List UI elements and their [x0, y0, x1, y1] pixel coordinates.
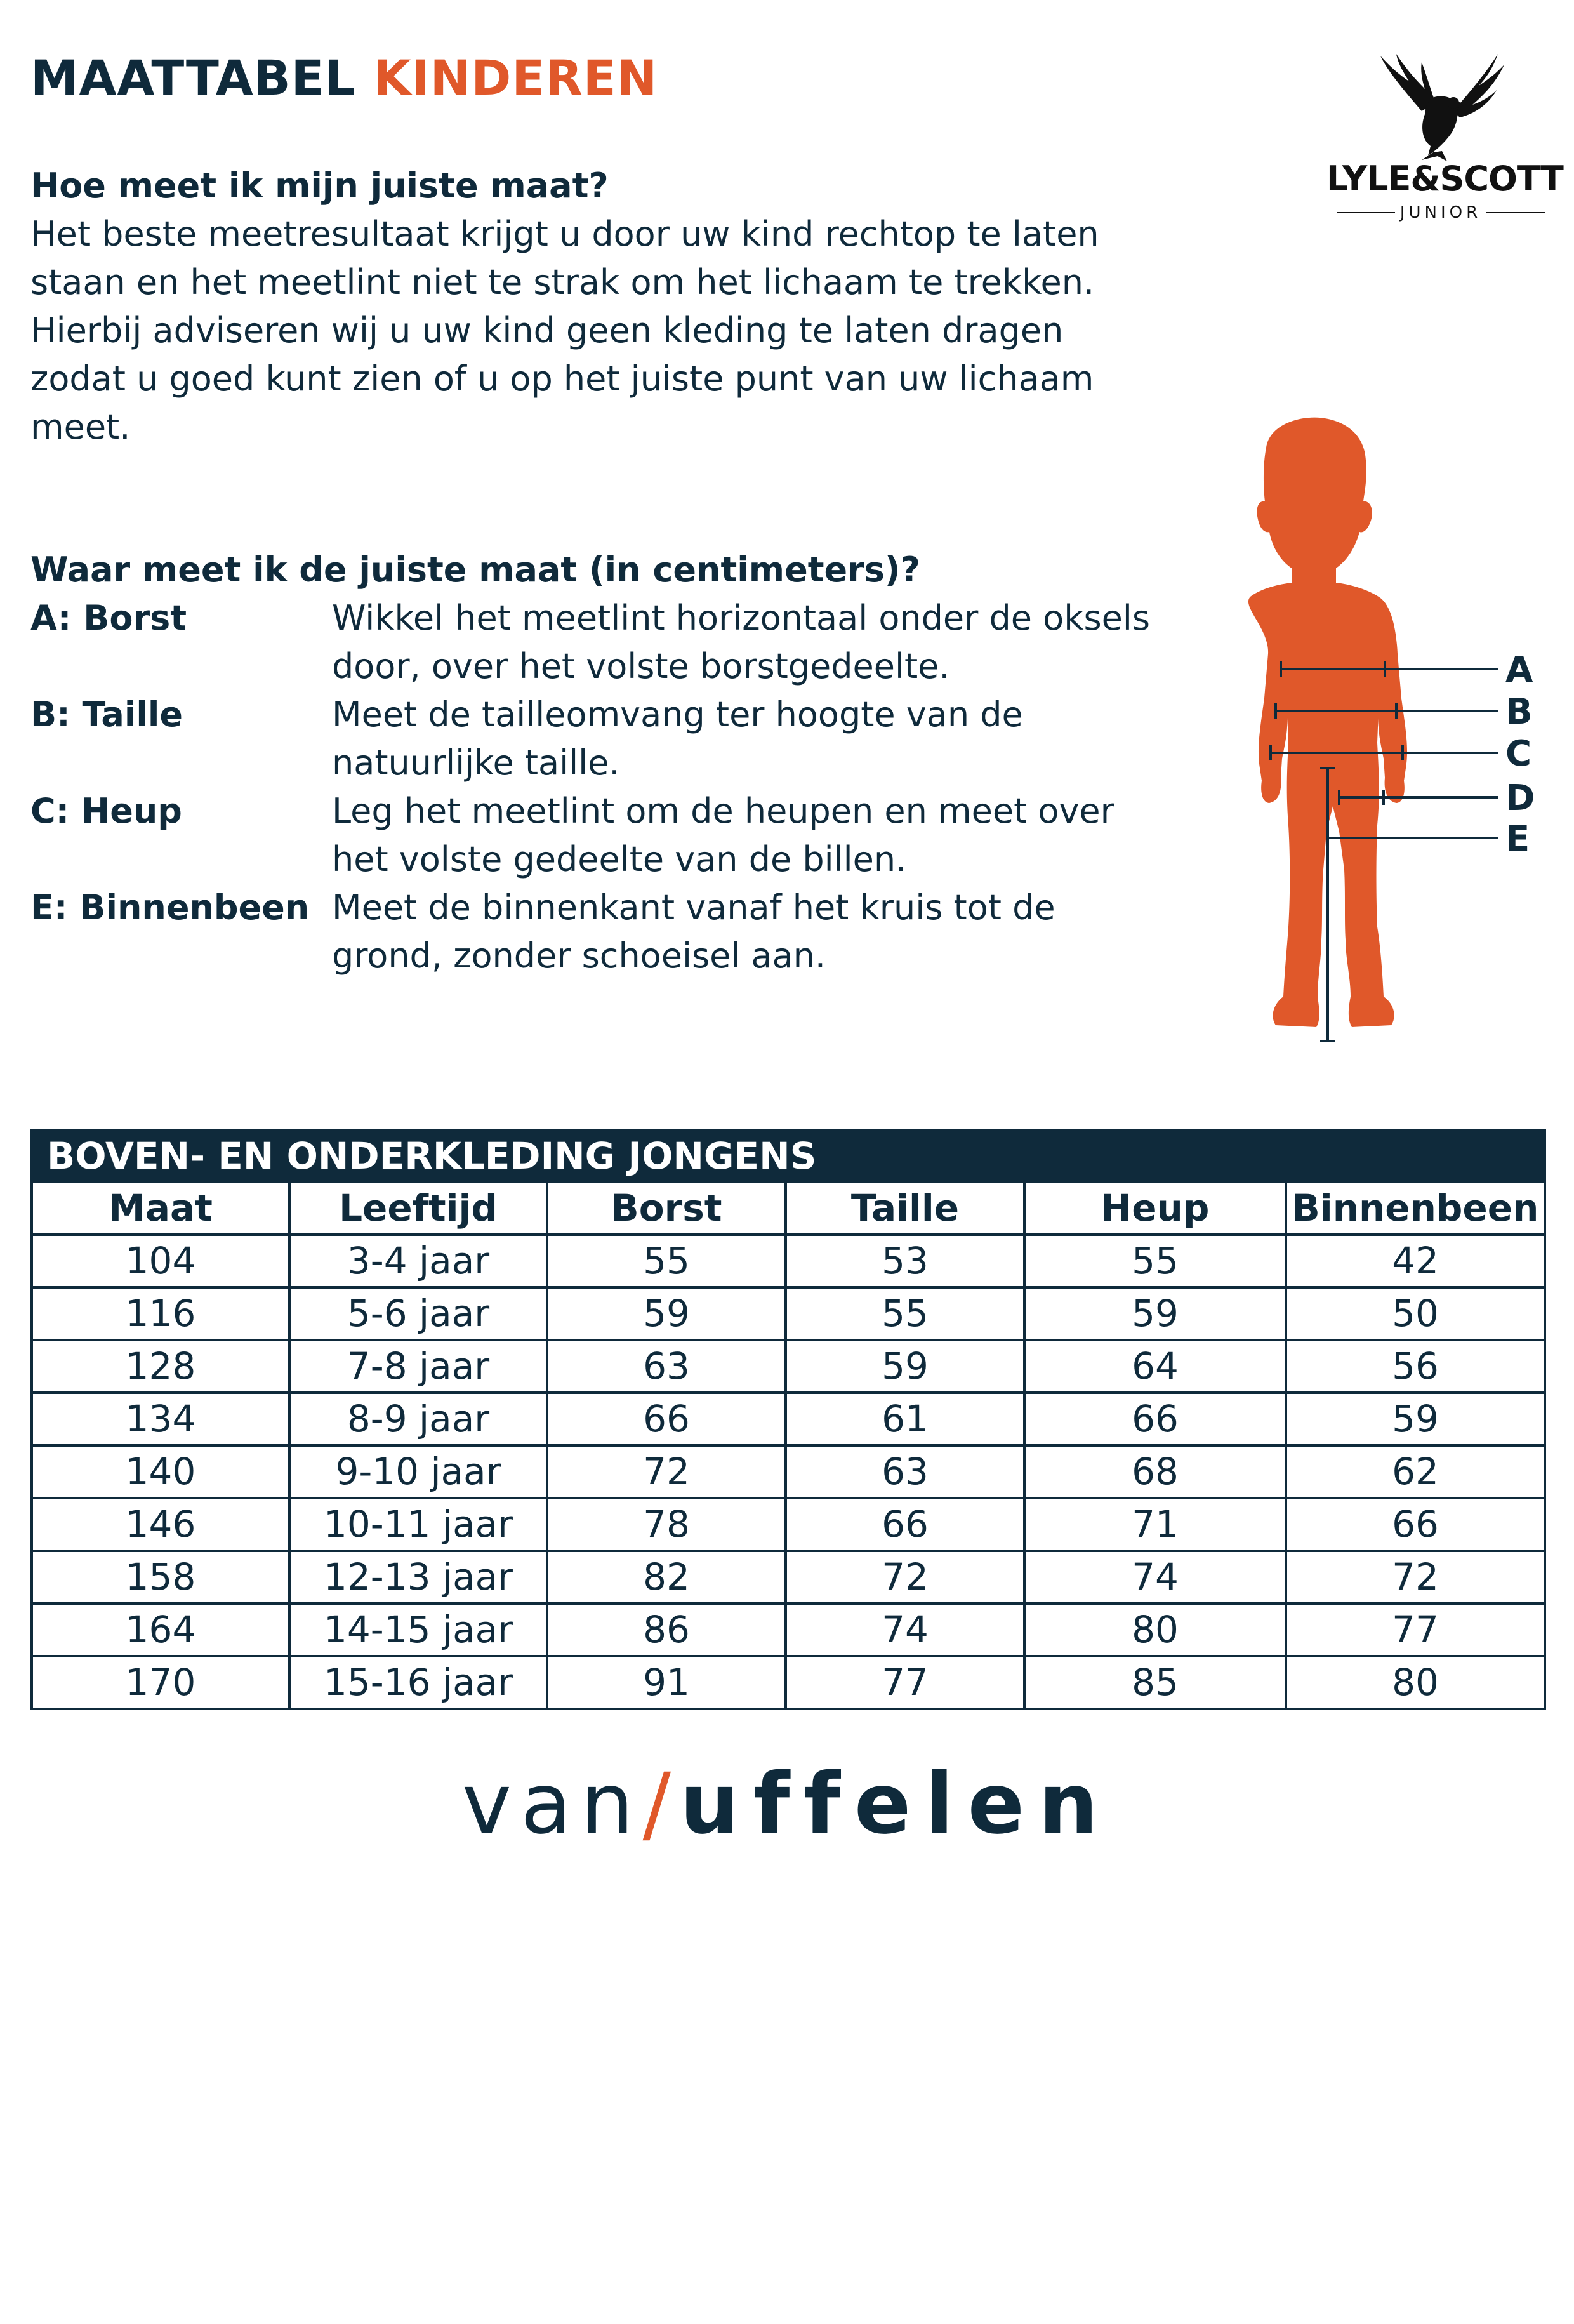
- title-part2: KINDEREN: [373, 50, 658, 106]
- table-row: [32, 1235, 1545, 1287]
- table-cell: 72: [786, 1551, 1024, 1604]
- measure-key: B: Taille: [30, 694, 183, 734]
- measure-item-binnenbeen: [30, 884, 1160, 980]
- column-header: Heup: [1024, 1182, 1286, 1235]
- table-cell: 50: [1286, 1287, 1545, 1340]
- figure-label-b: B: [1505, 691, 1533, 733]
- table-cell: 56: [1286, 1340, 1545, 1393]
- table-row: [32, 1445, 1545, 1498]
- table-cell: 61: [786, 1393, 1024, 1445]
- table-header-row: [32, 1182, 1545, 1235]
- table-cell: 9-10 jaar: [289, 1445, 547, 1498]
- table-row: [32, 1287, 1545, 1340]
- table-cell: 72: [547, 1445, 786, 1498]
- table-cell: 71: [1024, 1498, 1286, 1551]
- table-cell: 116: [32, 1287, 289, 1340]
- table-cell: 55: [547, 1235, 786, 1287]
- column-header: Taille: [786, 1182, 1024, 1235]
- table-cell: 82: [547, 1551, 786, 1604]
- table-cell: 128: [32, 1340, 289, 1393]
- table-cell: 72: [1286, 1551, 1545, 1604]
- measure-desc: Meet de binnenkant vanaf het kruis tot de grond, zonder schoeisel aan.: [332, 887, 1055, 976]
- measure-desc: Meet de tailleomvang ter hoogte van de natuurlijke taille.: [332, 694, 1023, 783]
- table-row: [32, 1656, 1545, 1709]
- table-cell: 78: [547, 1498, 786, 1551]
- intro-para-1: Het beste meetresultaat krijgt u door uw kind rechtop te laten staan en het meetlint niet te strak om het lichaam te trekken.: [30, 214, 1099, 302]
- table-cell: 59: [547, 1287, 786, 1340]
- child-figure: [1161, 413, 1555, 1079]
- measure-item-heup: [30, 787, 1160, 884]
- size-table: [30, 1129, 1546, 1710]
- column-header: Leeftijd: [289, 1182, 547, 1235]
- table-cell: 170: [32, 1656, 289, 1709]
- table-cell: 59: [1286, 1393, 1545, 1445]
- table-cell: 146: [32, 1498, 289, 1551]
- table-cell: 3-4 jaar: [289, 1235, 547, 1287]
- van-uffelen-logo: [0, 1755, 1574, 1853]
- table-cell: 63: [786, 1445, 1024, 1498]
- measure-section: [30, 546, 1160, 980]
- table-cell: 85: [1024, 1656, 1286, 1709]
- measure-desc: Wikkel het meetlint horizontaal onder de oksels door, over het volste borstgedeelte.: [332, 598, 1150, 686]
- table-cell: 77: [786, 1656, 1024, 1709]
- table-row: [32, 1340, 1545, 1393]
- table-cell: 5-6 jaar: [289, 1287, 547, 1340]
- table-cell: 91: [547, 1656, 786, 1709]
- table-cell: 55: [1024, 1235, 1286, 1287]
- measure-item-taille: [30, 691, 1160, 787]
- child-silhouette-icon: [1161, 413, 1555, 1079]
- table-cell: 158: [32, 1551, 289, 1604]
- table-cell: 68: [1024, 1445, 1286, 1498]
- table-cell: 104: [32, 1235, 289, 1287]
- table-cell: 66: [1024, 1393, 1286, 1445]
- table-cell: 12-13 jaar: [289, 1551, 547, 1604]
- table-cell: 66: [547, 1393, 786, 1445]
- table-cell: 64: [1024, 1340, 1286, 1393]
- measure-heading: Waar meet ik de juiste maat (in centimeters)?: [30, 550, 920, 590]
- table-cell: 86: [547, 1604, 786, 1656]
- logo-wordmark: LYLE&SCOTT: [1326, 159, 1563, 199]
- table-row: [32, 1551, 1545, 1604]
- table-cell: 42: [1286, 1235, 1545, 1287]
- footer-brand-part1: van: [461, 1755, 643, 1853]
- intro-heading: Hoe meet ik mijn juiste maat?: [30, 166, 609, 206]
- table-cell: 62: [1286, 1445, 1545, 1498]
- table-title: BOVEN- EN ONDERKLEDING JONGENS: [32, 1130, 1545, 1182]
- column-header: Maat: [32, 1182, 289, 1235]
- table-cell: 7-8 jaar: [289, 1340, 547, 1393]
- table-row: [32, 1498, 1545, 1551]
- measure-key: C: Heup: [30, 791, 182, 831]
- intro-section: [30, 162, 1160, 451]
- table-cell: 80: [1024, 1604, 1286, 1656]
- title-part1: MAATTABEL: [30, 50, 356, 106]
- eagle-icon: [1326, 51, 1555, 162]
- table-cell: 15-16 jaar: [289, 1656, 547, 1709]
- table-cell: 80: [1286, 1656, 1545, 1709]
- table-cell: 63: [547, 1340, 786, 1393]
- column-header: Binnenbeen: [1286, 1182, 1545, 1235]
- table-cell: 74: [1024, 1551, 1286, 1604]
- table-cell: 14-15 jaar: [289, 1604, 547, 1656]
- table-cell: 66: [1286, 1498, 1545, 1551]
- lyle-scott-logo: [1326, 51, 1563, 235]
- measure-key: E: Binnenbeen: [30, 887, 310, 927]
- intro-para-2: Hierbij adviseren wij u uw kind geen kleding te laten dragen zodat u goed kunt zien of u op het juiste punt van uw lichaam meet.: [30, 310, 1094, 447]
- figure-label-a: A: [1505, 649, 1533, 691]
- page-title: [30, 50, 658, 106]
- table-cell: 10-11 jaar: [289, 1498, 547, 1551]
- footer-brand-part2: uffelen: [680, 1755, 1113, 1853]
- table-row: [32, 1604, 1545, 1656]
- measure-key: A: Borst: [30, 598, 187, 638]
- table-cell: 74: [786, 1604, 1024, 1656]
- column-header: Borst: [547, 1182, 786, 1235]
- table-cell: 59: [1024, 1287, 1286, 1340]
- table-row: [32, 1393, 1545, 1445]
- measure-desc: Leg het meetlint om de heupen en meet over het volste gedeelte van de billen.: [332, 791, 1114, 879]
- figure-label-e: E: [1505, 818, 1530, 860]
- table-cell: 77: [1286, 1604, 1545, 1656]
- footer-brand-slash: /: [642, 1755, 680, 1853]
- table-cell: 66: [786, 1498, 1024, 1551]
- table-cell: 164: [32, 1604, 289, 1656]
- table-cell: 8-9 jaar: [289, 1393, 547, 1445]
- table-cell: 55: [786, 1287, 1024, 1340]
- logo-sub: JUNIOR: [1326, 203, 1555, 222]
- figure-label-d: D: [1505, 778, 1535, 819]
- table-cell: 134: [32, 1393, 289, 1445]
- measure-item-borst: [30, 594, 1160, 691]
- table-cell: 140: [32, 1445, 289, 1498]
- figure-label-c: C: [1505, 733, 1532, 774]
- table-cell: 59: [786, 1340, 1024, 1393]
- table-title-row: [32, 1130, 1545, 1182]
- table-cell: 53: [786, 1235, 1024, 1287]
